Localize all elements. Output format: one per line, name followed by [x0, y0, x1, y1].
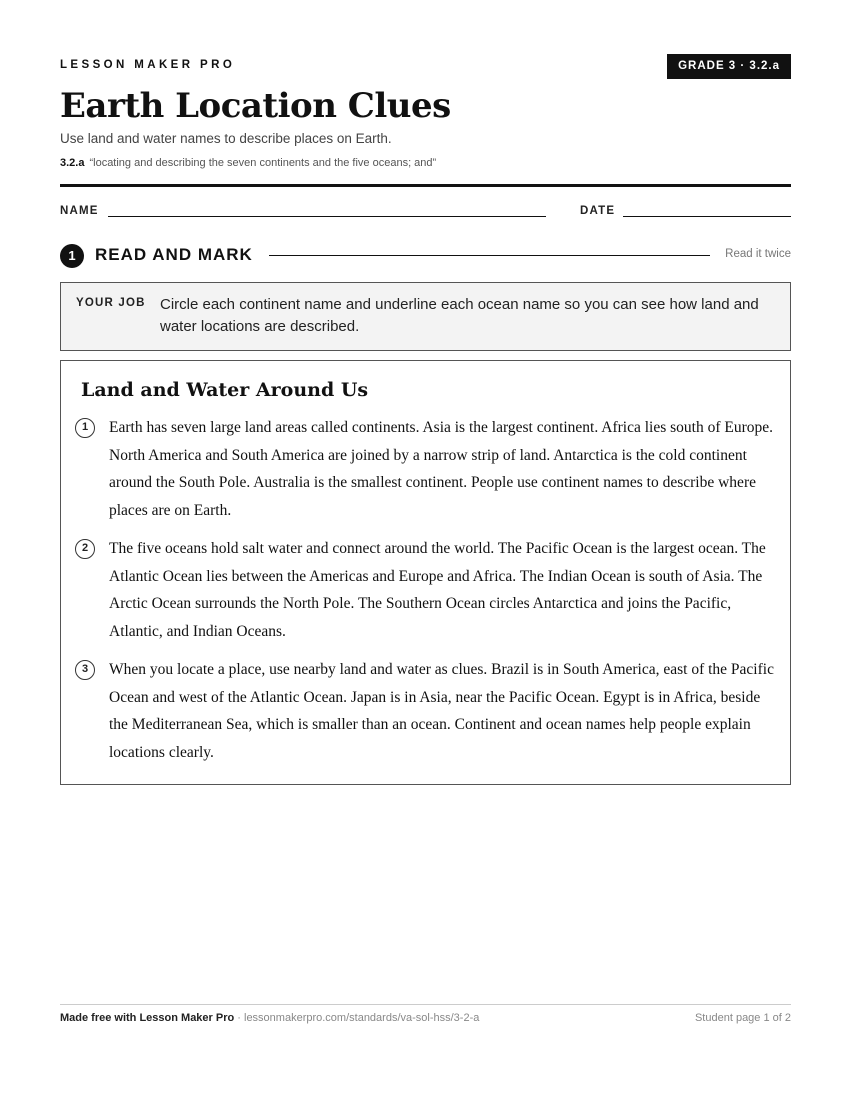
reading-passage-box — [60, 360, 791, 785]
worksheet-page — [60, 0, 791, 1100]
worksheet-subtitle: Use land and water names to describe places on Earth. — [60, 131, 392, 146]
footer-page-number: Student page 1 of 2 — [694, 1012, 791, 1024]
job-text: Circle each continent name and underline each ocean name so you can see how land and water locations are described. — [160, 296, 759, 335]
section-note: Read it twice — [725, 248, 791, 260]
worksheet-title: Earth Location Clues — [60, 86, 451, 126]
grade-badge: GRADE 3 · 3.2.a — [667, 54, 791, 79]
footer-made-with: Made free with Lesson Maker Pro — [60, 1012, 235, 1024]
reading-title: Land and Water Around Us — [81, 379, 369, 401]
paragraph-text: Earth has seven large land areas called continents. Asia is the largest continent. Africa lies south of Europe. North America and South America are joined by a narrow strip of land. Antarctica is the cold continent around the South Pole. Australia is the smallest continent. People use continent names to describe where places are on Earth. — [109, 419, 774, 519]
paragraph-number: 1 — [75, 418, 95, 438]
footer-url[interactable]: · lessonmakerpro.com/standards/va-sol-hss/3-2-a — [234, 1012, 480, 1024]
standard-text: “locating and describing the seven continents and the five oceans; and” — [89, 157, 437, 169]
footer-credit — [60, 1012, 479, 1024]
brand-name: LESSON MAKER PRO — [60, 59, 236, 71]
section-divider — [269, 255, 710, 256]
paragraph-text: When you locate a place, use nearby land and water as clues. Brazil is in South America, east of the Pacific Ocean and west of the Atlantic Ocean. Japan is in Asia, near the Pacific Ocean. Egypt is in Africa, beside the Mediterranean Sea, which is smaller than an ocean. Continent and ocean names help people explain locations clearly. — [109, 661, 774, 761]
date-label: DATE — [580, 205, 616, 217]
date-field-line[interactable] — [623, 216, 791, 217]
paragraph-number: 2 — [75, 539, 95, 559]
standard-code: 3.2.a — [60, 157, 85, 169]
section-title: READ AND MARK — [95, 245, 253, 264]
job-instructions-box — [60, 282, 791, 351]
footer-divider — [60, 1004, 791, 1005]
standard-reference — [60, 157, 436, 169]
name-label: NAME — [60, 205, 99, 217]
name-field-line[interactable] — [108, 216, 546, 217]
job-label: YOUR JOB — [76, 297, 146, 309]
paragraph-number: 3 — [75, 660, 95, 680]
section-number-badge: 1 — [60, 244, 84, 268]
header-divider — [60, 184, 791, 187]
paragraph-text: The five oceans hold salt water and connect around the world. The Pacific Ocean is the largest ocean. The Atlantic Ocean lies between the Americas and Europe and Africa. The Indian Ocean is south of Asia. The Arctic Ocean surrounds the North Pole. The Southern Ocean circles Antarctica and joins the Pacific, Atlantic, and Indian Oceans. — [109, 540, 766, 640]
